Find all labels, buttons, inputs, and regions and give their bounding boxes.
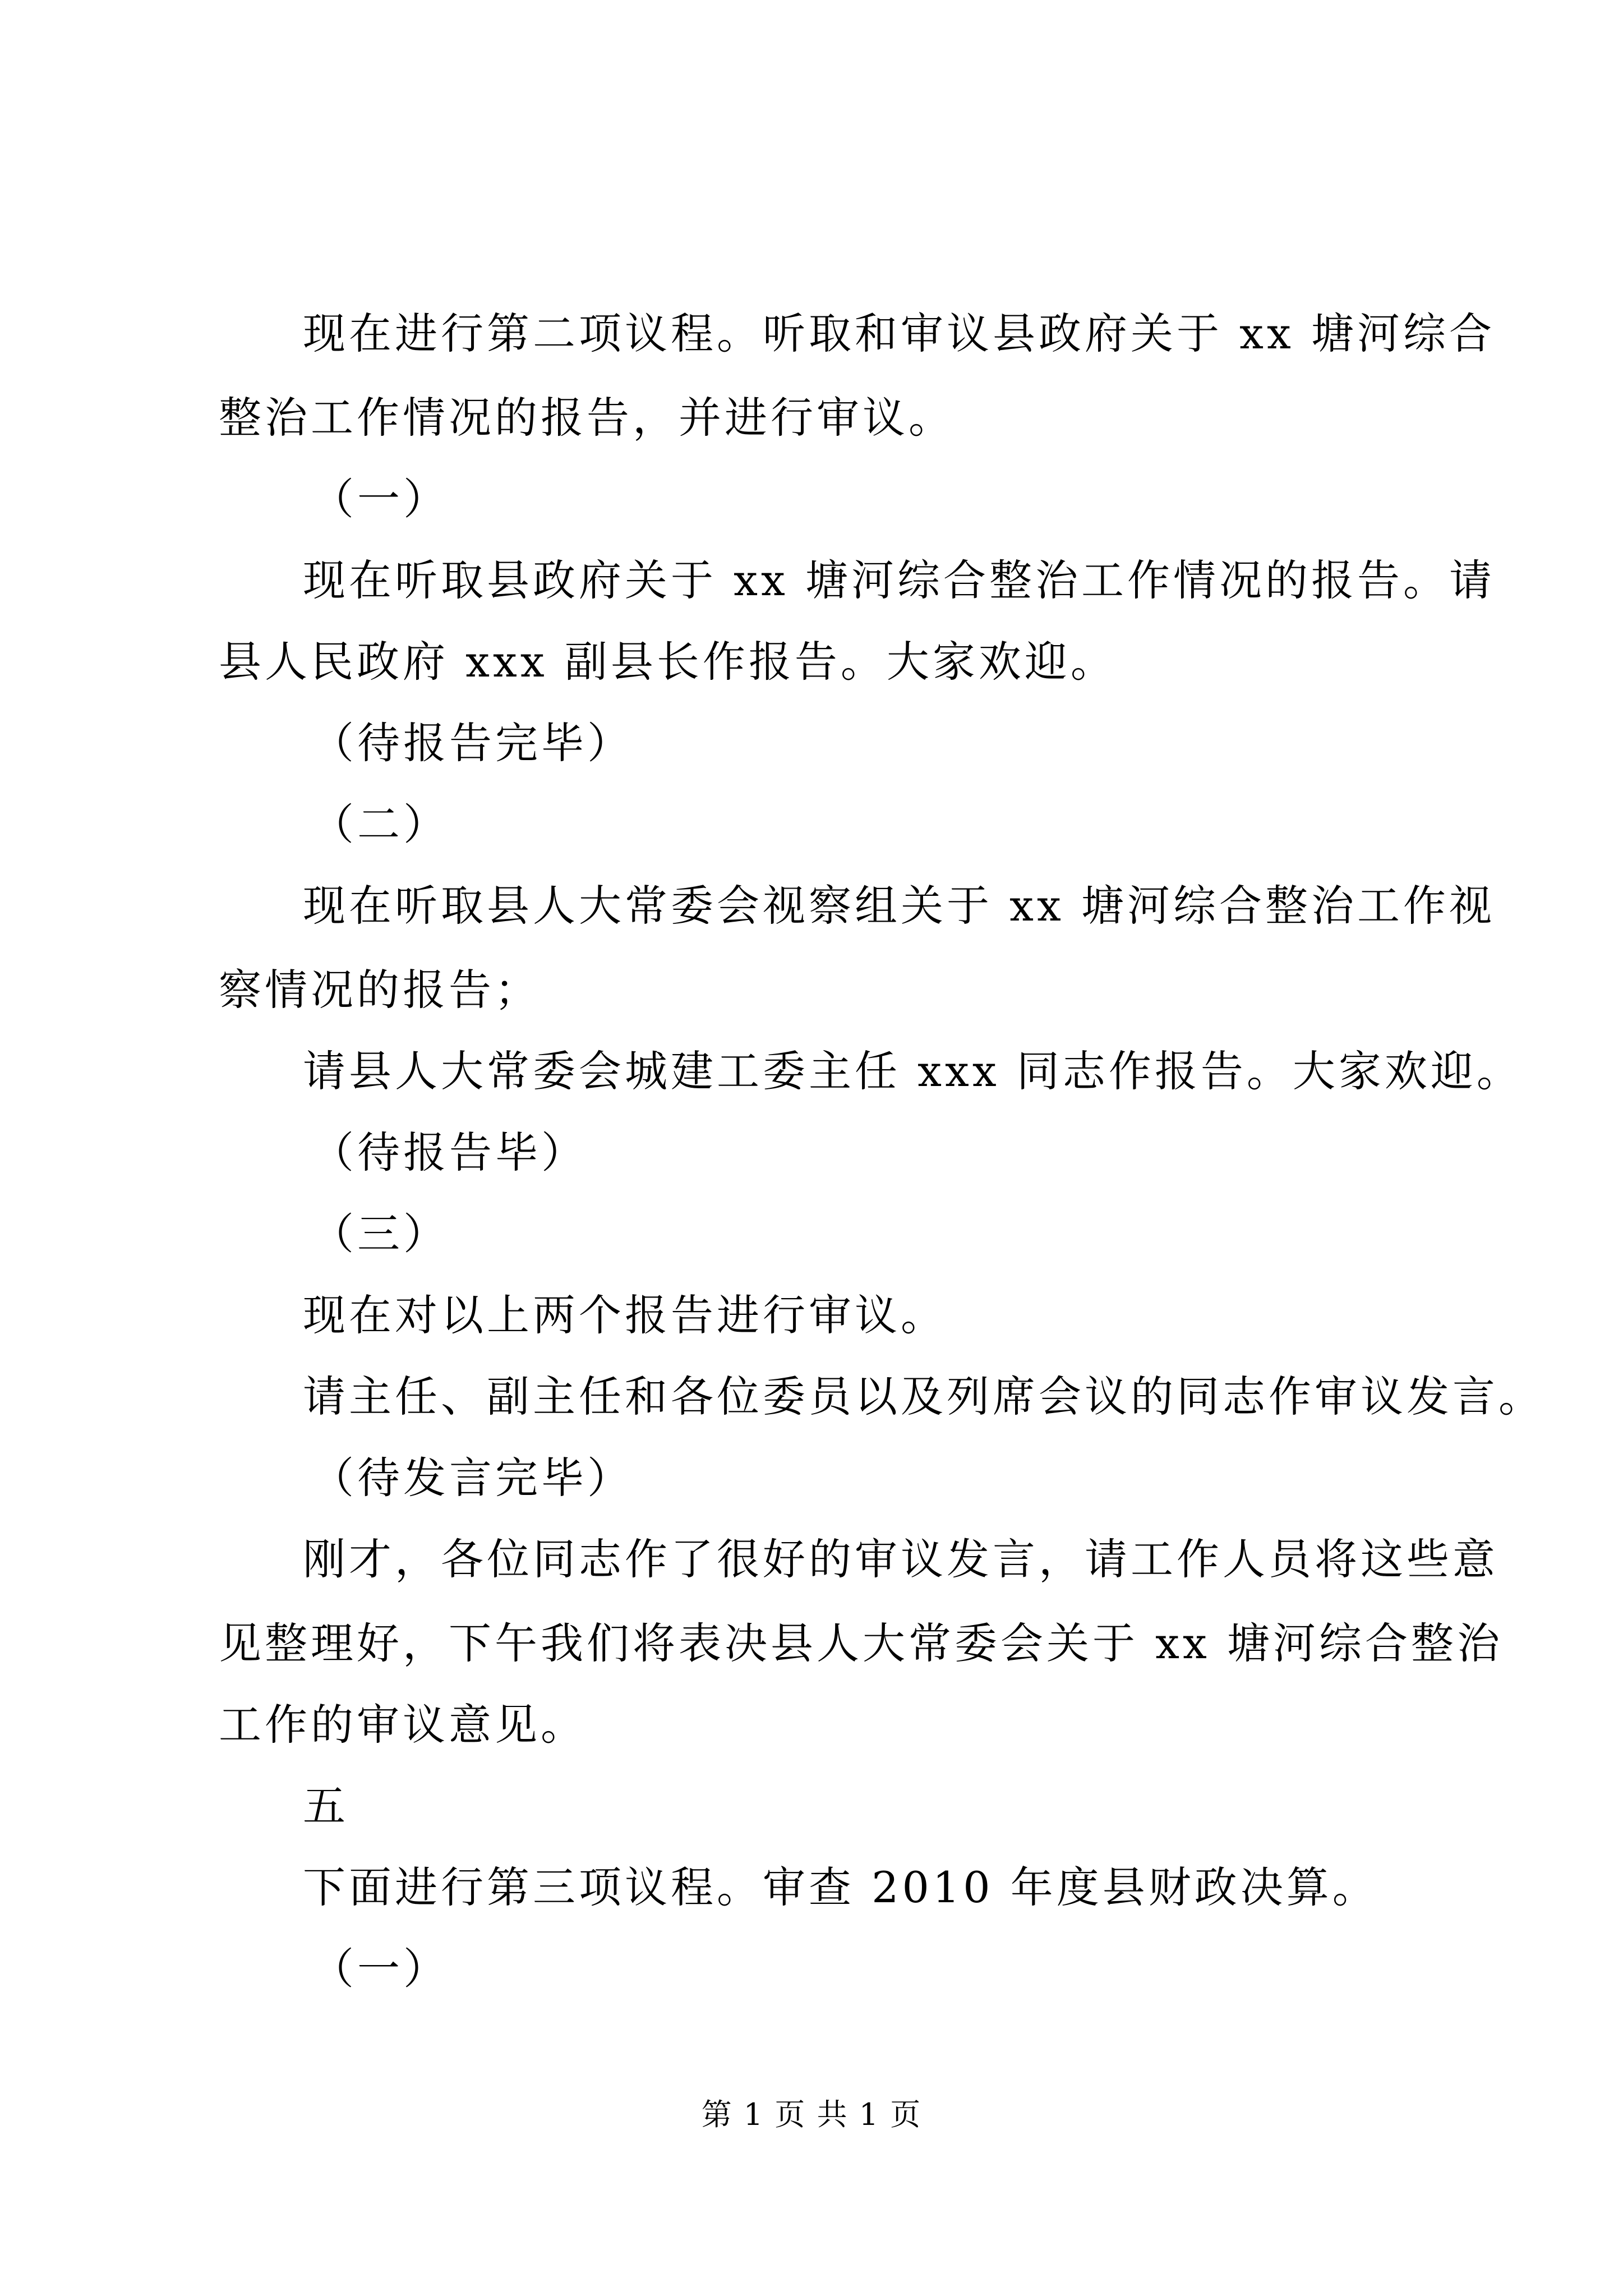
text-line: （待报告毕） <box>311 1128 587 1177</box>
text-line: 五 <box>303 1781 349 1831</box>
text-line: （一） <box>311 474 449 524</box>
text-line: 工作的审议意见。 <box>219 1700 587 1750</box>
text-line: 下面进行第三项议程。审查 2010 年度县财政决算。 <box>303 1862 1378 1912</box>
text-line: （三） <box>311 1209 449 1259</box>
text-line: （二） <box>311 799 449 849</box>
text-line: 察情况的报告； <box>219 965 541 1015</box>
text-line: 现在听取县政府关于 xx 塘河综合整治工作情况的报告。请 <box>303 555 1496 605</box>
text-line: （一） <box>311 1944 449 1994</box>
text-line: 整治工作情况的报告，并进行审议。 <box>219 393 955 443</box>
text-line: （待报告完毕） <box>311 718 633 768</box>
text-line: 县人民政府 xxx 副县长作报告。大家欢迎。 <box>219 637 1117 687</box>
text-line: 请县人大常委会城建工委主任 xxx 同志作报告。大家欢迎。 <box>303 1046 1523 1096</box>
text-line: 见整理好，下午我们将表决县人大常委会关于 xx 塘河综合整治 <box>219 1618 1504 1668</box>
text-line: （待发言完毕） <box>311 1453 633 1503</box>
text-line: 刚才，各位同志作了很好的审议发言，请工作人员将这些意 <box>303 1534 1498 1584</box>
page-footer: 第 1 页 共 1 页 <box>701 2097 922 2132</box>
text-line: 现在听取县人大常委会视察组关于 xx 塘河综合整治工作视 <box>303 881 1496 931</box>
text-line: 现在进行第二项议程。听取和审议县政府关于 xx 塘河综合 <box>303 309 1496 358</box>
text-line: 请主任、副主任和各位委员以及列席会议的同志作审议发言。 <box>303 1372 1544 1421</box>
text-line: 现在对以上两个报告进行审议。 <box>303 1290 947 1340</box>
